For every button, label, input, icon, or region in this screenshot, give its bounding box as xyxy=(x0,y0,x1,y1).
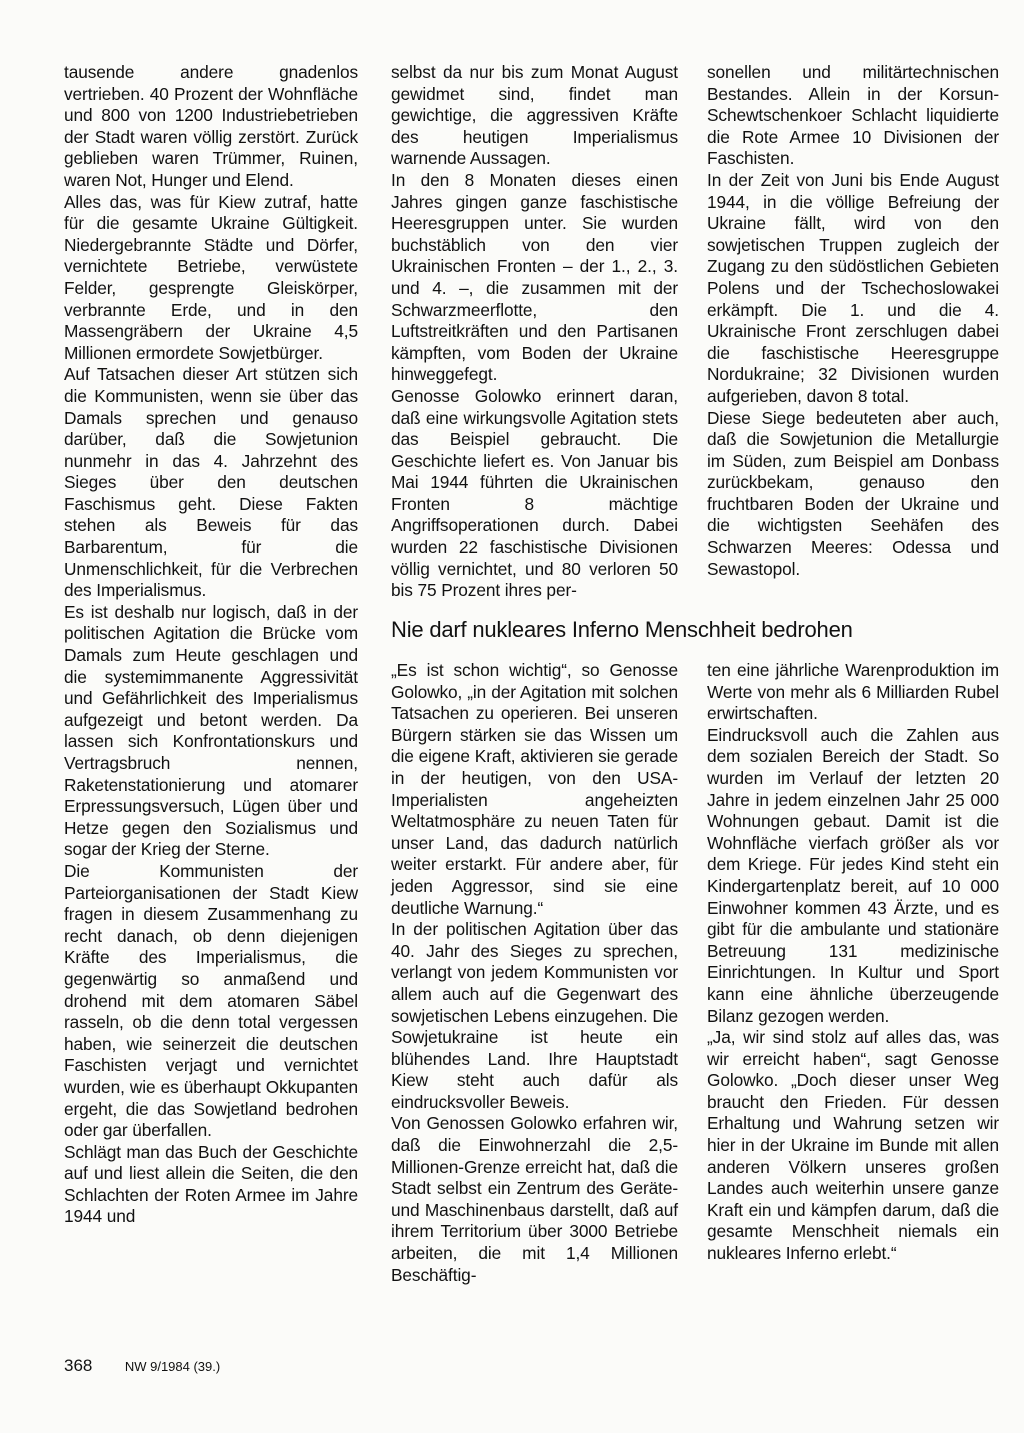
paragraph: ten eine jährliche Warenproduktion im Werte von mehr als 6 Milliarden Rubel erwirtschaften. xyxy=(707,660,999,724)
paragraph: tausende andere gnadenlos vertrieben. 40 Prozent der Wohnfläche und 800 von 1200 Industriebetrieben der Stadt waren völlig zerstört. Zurück geblieben waren Trümmer, Ruinen, waren Not, Hunger und Elend. xyxy=(64,62,358,190)
text-column-4 xyxy=(391,660,678,1286)
paragraph: Genosse Golowko erinnert daran, daß eine wirkungsvolle Agitation stets das Beispiel gebraucht. Die Geschichte liefert es. Von Januar bis Mai 1944 führten die Ukrainischen Fronten 8 mächtige Angriffsoperationen durch. Dabei wurden 22 faschistische Divisionen völlig vernichtet, und 80 verloren 50 bis 75 Prozent ihres per- xyxy=(391,385,678,601)
paragraph: In der Zeit von Juni bis Ende August 1944, in die völlige Befreiung der Ukraine fällt, wird von den sowjetischen Truppen zugleich der Zugang zu den südöstlichen Gebieten Polens und der Tschechoslowakei erkämpft. Die 1. und die 4. Ukrainische Front zerschlugen dabei die faschistische Heeresgruppe Nordukraine; 32 Divisionen wurden aufgerieben, davon 8 total. xyxy=(707,169,999,406)
paragraph: Schlägt man das Buch der Geschichte auf und liest allein die Seiten, die den Schlachten der Roten Armee im Jahre 1944 und xyxy=(64,1141,358,1227)
paragraph: In der politischen Agitation über das 40. Jahr des Sieges zu sprechen, verlangt von jedem Kommunisten vor allem auch auf die Gegenwart des sowjetischen Lebens einzugehen. Die Sowjetukraine ist heute ein blühendes Land. Ihre Hauptstadt Kiew steht auch dafür als eindrucksvoller Beweis. xyxy=(391,919,678,1112)
paragraph: „Ja, wir sind stolz auf alles das, was wir erreicht haben“, sagt Genosse Golowko. „Doch dieser unser Weg braucht den Frieden. Für dessen Erhaltung und Wahrung setzen wir hier in der Ukraine im Bunde mit allen anderen Völkern unseres großen Landes auch weiterhin unsere ganze Kraft ein und kämpfen darum, daß die gesamte Menschheit niemals ein nukleares Inferno erlebt.“ xyxy=(707,1027,999,1264)
paragraph: Es ist deshalb nur logisch, daß in der politischen Agitation die Brücke vom Damals zum Heute geschlagen und die systemimmanente Aggressivität und Gefährlichkeit des Imperialismus aufgezeigt und betont werden. Da lassen sich Konfrontationskurs und Vertragsbruch nennen, Raketenstationierung und atomarer Erpressungsversuch, Lügen über und Hetze gegen den Sozialismus und sogar der Krieg der Sterne. xyxy=(64,601,358,860)
paragraph: Die Kommunisten der Parteiorganisationen der Stadt Kiew fragen in diesem Zusammenhang zu recht danach, ob denn diejenigen Kräfte des Imperialismus, die gegenwärtig so anmaßend und drohend mit dem atomaren Säbel rasseln, ob die denn total vergessen haben, wie seinerzeit die deutschen Faschisten verjagt und vernichtet wurden, wie es überhaupt Okkupanten ergeht, die das Sowjetland bedrohen oder gar überfallen. xyxy=(64,860,358,1141)
page-footer xyxy=(64,1356,220,1376)
text-column-3 xyxy=(707,62,999,580)
text-column-2 xyxy=(391,62,678,602)
page-number: 368 xyxy=(64,1356,93,1375)
section-heading: Nie darf nukleares Inferno Menschheit bedrohen xyxy=(391,617,853,642)
paragraph: Alles das, was für Kiew zutraf, hatte für die gesamte Ukraine Gültigkeit. Niedergebrannte Städte und Dörfer, vernichtete Betriebe, verwüstete Felder, gesprengte Gleiskörper, verbrannte Erde, und in den Massengräbern der Ukraine 4,5 Millionen ermordete Sowjetbürger. xyxy=(64,191,358,363)
paragraph: Eindrucksvoll auch die Zahlen aus dem sozialen Bereich der Stadt. So wurden im Verlauf der letzten 20 Jahre in jedem einzelnen Jahr 25 000 Wohnungen gebaut. Damit ist die Wohnfläche vierfach größer als vor dem Kriege. Für jedes Kind steht ein Kindergartenplatz bereit, auf 10 000 Einwohner kommen 43 Ärzte, und es gibt für die ambulante und stationäre Betreuung 131 medizinische Einrichtungen. In Kultur und Sport kann eine ähnliche überzeugende Bilanz gezogen werden. xyxy=(707,724,999,1026)
paragraph: selbst da nur bis zum Monat August gewidmet sind, findet man gewichtige, die aggressiven Kräfte des heutigen Imperialismus warnende Aussagen. xyxy=(391,62,678,169)
text-column-1 xyxy=(64,62,358,1228)
paragraph: Auf Tatsachen dieser Art stützen sich die Kommunisten, wenn sie über das Damals sprechen und genauso darüber, daß die Sowjetunion nunmehr in das 4. Jahrzehnt des Sieges über den deutschen Faschismus geht. Diese Fakten stehen als Beweis für das Barbarentum, für die Unmenschlichkeit, für die Verbrechen des Imperialismus. xyxy=(64,364,358,601)
paragraph: sonellen und militärtechnischen Bestandes. Allein in der Korsun-Schewtschenkoer Schlacht liquidierte die Rote Armee 10 Divisionen der Faschisten. xyxy=(707,62,999,169)
issue-label: NW 9/1984 (39.) xyxy=(124,1359,221,1374)
paragraph: In den 8 Monaten dieses einen Jahres gingen ganze faschistische Heeresgruppen unter. Sie wurden buchstäblich von den vier Ukrainischen Fronten – der 1., 2., 3. und 4. –, die zusammen mit der Schwarzmeerflotte, den Luftstreitkräften und den Partisanen kämpften, vom Boden der Ukraine hinweggefegt. xyxy=(391,169,678,385)
paragraph: Von Genossen Golowko erfahren wir, daß die Einwohnerzahl die 2,5-Millionen-Grenze erreicht hat, daß die Stadt selbst ein Zentrum des Geräte- und Maschinenbaus darstellt, daß auf ihrem Territorium über 3000 Betriebe arbeiten, die mit 1,4 Millionen Beschäftig- xyxy=(391,1113,678,1285)
text-column-5 xyxy=(707,660,999,1265)
paragraph: „Es ist schon wichtig“, so Genosse Golowko, „in der Agitation mit solchen Tatsachen zu operieren. Bei unseren Bürgern stärken sie das Wissen um die eigene Kraft, aktivieren sie gerade in der heutigen, von den USA-Imperialisten angeheizten Weltatmosphäre zu neuen Taten für unser Land, das dadurch natürlich weiter erstarkt. Für andere aber, für jeden Aggressor, sind sie eine deutliche Warnung.“ xyxy=(391,660,678,918)
paragraph: Diese Siege bedeuteten aber auch, daß die Sowjetunion die Metallurgie im Süden, zum Beispiel am Donbass zurückbekam, genauso den fruchtbaren Boden der Ukraine und die wichtigsten Seehäfen des Schwarzen Meeres: Odessa und Sewastopol. xyxy=(707,407,999,579)
